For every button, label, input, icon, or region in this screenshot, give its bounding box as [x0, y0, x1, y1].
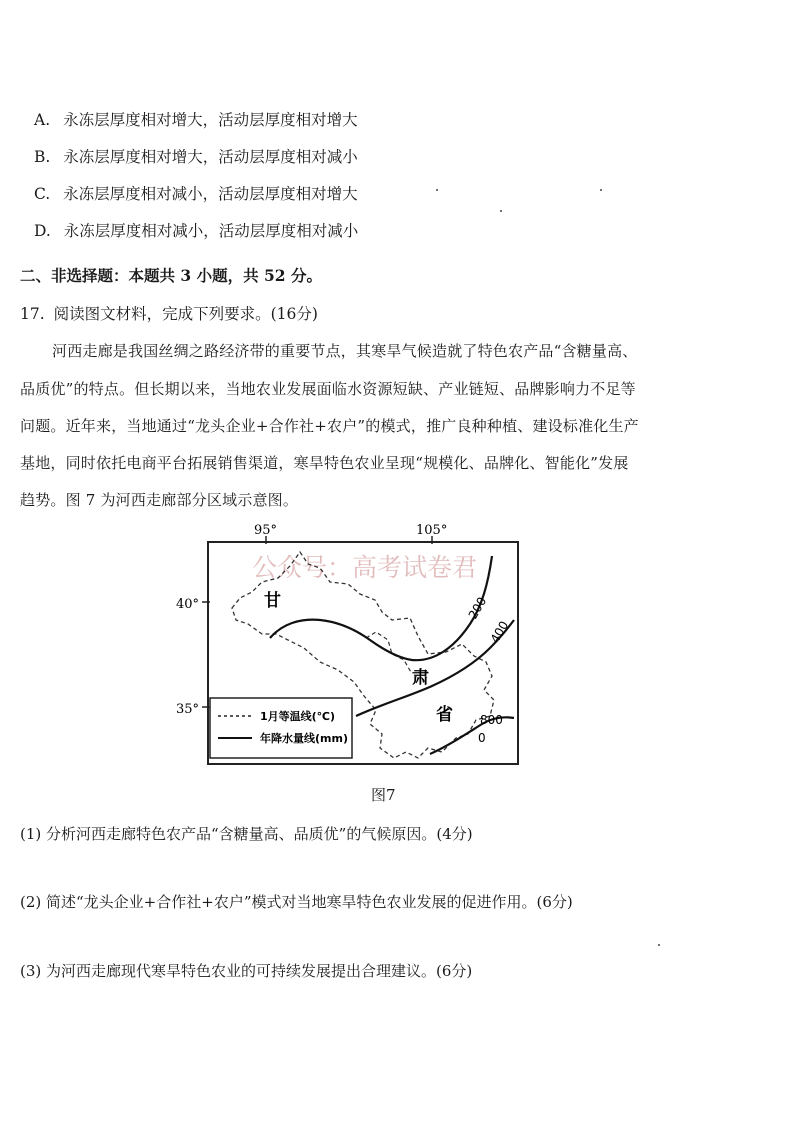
option-text: 永冻层厚度相对减小，活动层厚度相对减小	[63, 222, 359, 240]
lat-label: 35°	[176, 702, 200, 717]
scan-speckle	[600, 189, 602, 191]
watermark: 公众号：高考试卷君	[252, 553, 478, 582]
sub-question: (3) 为河西走廊现代寒旱特色农业的可持续发展提出合理建议。(6分)	[20, 962, 473, 980]
lon-label: 105°	[416, 523, 448, 538]
paragraph-line: 品质优”的特点。但长期以来，当地农业发展面临水资源短缺、产业链短、品牌影响力不足等	[20, 380, 636, 398]
paragraph-line: 河西走廊是我国丝绸之路经济带的重要节点，其寒旱气候造就了特色农产品“含糖量高、	[52, 342, 638, 360]
region-map	[170, 520, 550, 770]
province-char: 省	[436, 705, 453, 725]
option-text: 永冻层厚度相对增大，活动层厚度相对减小	[63, 148, 358, 166]
question-number: 17.	[20, 305, 45, 323]
paragraph-line: 问题。近年来，当地通过“龙头企业+合作社+农户”的模式，推广良种种植、建设标准化生产	[20, 417, 639, 435]
section-heading: 二、非选择题：本题共 3 小题，共 52 分。	[20, 266, 322, 285]
sub-question: (2) 简述“龙头企业+合作社+农户”模式对当地寒旱特色农业发展的促进作用。(6分)	[20, 893, 573, 911]
isoline-label: 400	[487, 618, 512, 646]
isoline-label: 200	[465, 594, 490, 622]
paragraph-line: 基地，同时依托电商平台拓展销售渠道，寒旱特色农业呈现“规模化、品牌化、智能化”发展	[20, 454, 629, 472]
option-b	[34, 145, 358, 167]
lat-label: 40°	[176, 597, 200, 612]
lon-label: 95°	[254, 523, 278, 538]
option-d	[34, 219, 358, 241]
legend-label: 年降水量线(mm)	[260, 732, 348, 745]
sub-question: (1) 分析河西走廊特色农产品“含糖量高、品质优”的气候原因。(4分)	[20, 825, 473, 843]
question-header	[20, 302, 318, 324]
province-char: 肃	[412, 668, 429, 688]
map-legend	[210, 698, 352, 758]
option-letter: C.	[34, 185, 51, 203]
isoline-label: 0	[478, 731, 486, 745]
scan-speckle	[500, 210, 502, 212]
legend-label: 1月等温线(℃)	[260, 710, 336, 723]
question-prompt: 阅读图文材料，完成下列要求。(16分)	[53, 305, 318, 323]
option-a	[34, 108, 358, 130]
option-text: 永冻层厚度相对增大，活动层厚度相对增大	[63, 111, 358, 129]
option-c	[34, 182, 358, 204]
option-letter: A.	[34, 111, 51, 129]
option-text: 永冻层厚度相对减小，活动层厚度相对增大	[63, 185, 358, 203]
isoline-label: 800	[480, 713, 503, 727]
option-letter: B.	[34, 148, 51, 166]
option-letter: D.	[34, 222, 51, 240]
map-svg	[170, 520, 550, 770]
province-char: 甘	[264, 591, 281, 611]
scan-speckle	[658, 944, 660, 946]
paragraph-line: 趋势。图 7 为河西走廊部分区域示意图。	[20, 491, 299, 509]
figure-caption: 图7	[371, 786, 396, 804]
scan-speckle	[436, 189, 438, 191]
